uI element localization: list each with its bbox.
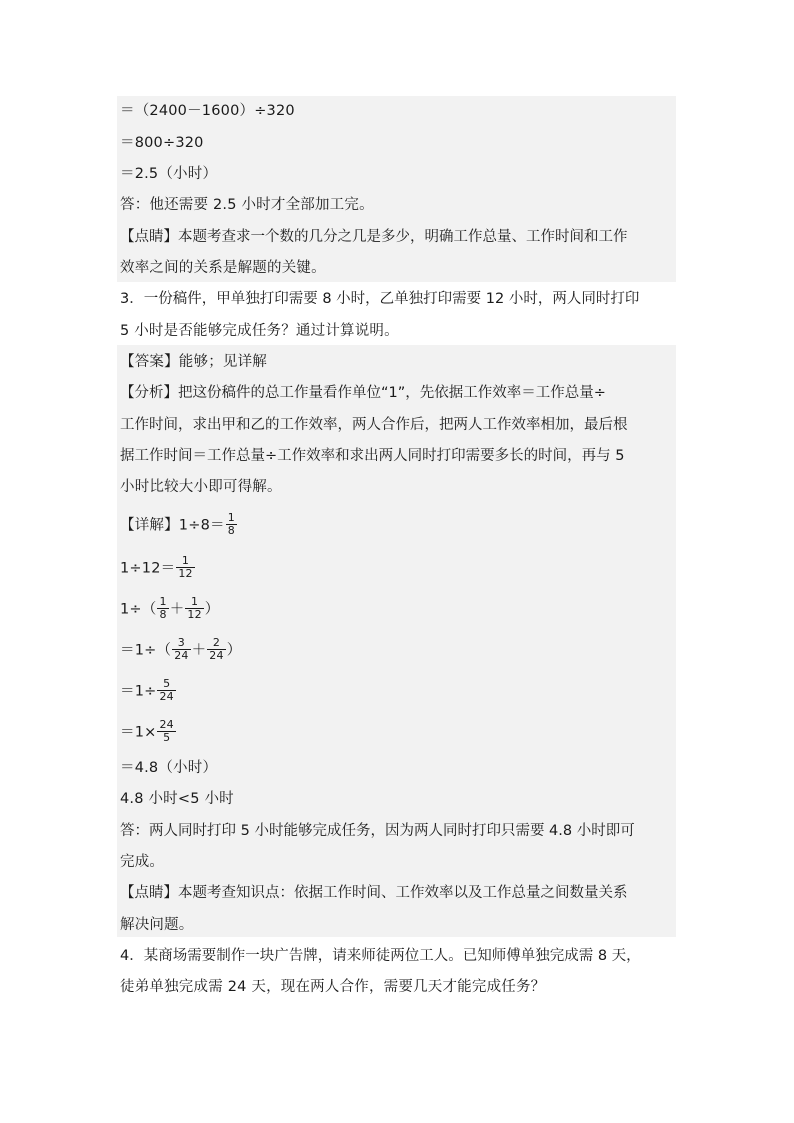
answer-line: 答：两人同时打印 5 小时能够完成任务，因为两人同时打印只需要 4.8 小时即可 [120, 823, 635, 839]
detail-step-2: 1÷12＝ $\frac{1}{12}$ [120, 554, 193, 580]
calc-line: ＝（2400－1600）÷320 [120, 103, 295, 119]
solution-shade-top [117, 96, 676, 282]
detail-step-4: ＝1÷（ $\frac{3}{24}$ ＋ $\frac{2}{24}$ ） [120, 636, 242, 662]
comment-line: 解决问题。 [120, 917, 194, 933]
calc-line: ＝4.8（小时） [120, 760, 218, 776]
answer-line: 答：他还需要 2.5 小时才全部加工完。 [120, 197, 374, 213]
detail-step-5: ＝1÷ $\frac{5}{24}$ [120, 677, 174, 703]
detail-step-3: 1÷（ $\frac{1}{8}$ ＋ $\frac{1}{12}$ ） [120, 595, 220, 621]
analysis-line: 工作时间，求出甲和乙的工作效率，两人合作后，把两人工作效率相加，最后根 [120, 417, 628, 433]
question-3-line: 3．一份稿件，甲单独打印需要 8 小时，乙单独打印需要 12 小时，两人同时打印 [120, 291, 640, 307]
fraction: $\frac{24}{5}$ [159, 718, 174, 744]
question-3-line: 5 小时是否能够完成任务？通过计算说明。 [120, 323, 399, 339]
analysis-line: 【分析】把这份稿件的总工作量看作单位“1”，先依据工作效率＝工作总量÷ [120, 385, 606, 401]
detail-step-1: 【详解】1÷8＝ $\frac{1}{8}$ [120, 511, 235, 537]
comment-line: 效率之间的关系是解题的关键。 [120, 260, 326, 276]
calc-line: ＝2.5（小时） [120, 166, 218, 182]
answer-heading: 【答案】能够；见详解 [120, 354, 267, 370]
comment-line: 【点睛】本题考查求一个数的几分之几是多少，明确工作总量、工作时间和工作 [120, 229, 628, 245]
analysis-line: 据工作时间＝工作总量÷工作效率和求出两人同时打印需要多长的时间，再与 5 [120, 448, 625, 464]
calc-line: ＝800÷320 [120, 135, 204, 151]
fraction: $\frac{5}{24}$ [159, 677, 174, 703]
fraction: $\frac{3}{24}$ [174, 636, 189, 662]
answer-line: 完成。 [120, 854, 165, 870]
fraction: $\frac{2}{24}$ [209, 636, 224, 662]
question-4-line: 4．某商场需要制作一块广告牌，请来师徒两位工人。已知师傅单独完成需 8 天， [120, 948, 641, 964]
fraction: $\frac{1}{8}$ [227, 511, 235, 537]
fraction: $\frac{1}{12}$ [178, 554, 193, 580]
detail-step-6: ＝1× $\frac{24}{5}$ [120, 718, 174, 744]
comment-line: 【点睛】本题考查知识点：依据工作时间、工作效率以及工作总量之间数量关系 [120, 885, 628, 901]
question-4-line: 徒弟单独完成需 24 天，现在两人合作，需要几天才能完成任务？ [120, 979, 546, 995]
fraction: $\frac{1}{12}$ [187, 595, 202, 621]
compare-line: 4.8 小时<5 小时 [120, 791, 234, 807]
fraction: $\frac{1}{8}$ [159, 595, 167, 621]
analysis-line: 小时比较大小即可得解。 [120, 479, 282, 495]
